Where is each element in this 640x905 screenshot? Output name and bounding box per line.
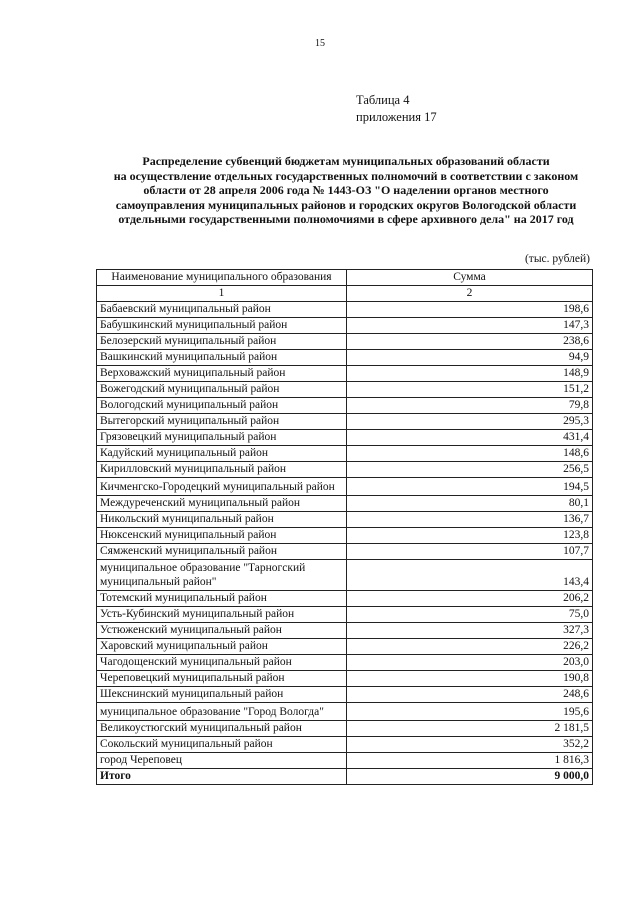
table-row [97,496,593,512]
municipality-name: Вожегодский муниципальный район [97,382,347,398]
municipality-name: Великоустюгский муниципальный район [97,721,347,737]
table-row [97,350,593,366]
total-row [97,769,593,785]
subvention-amount: 147,3 [347,318,593,334]
subvention-amount: 148,9 [347,366,593,382]
municipality-name: Белозерский муниципальный район [97,334,347,350]
table-ref-line-1: Таблица 4 [356,93,410,107]
table-row [97,687,593,703]
municipality-name: Междуреченский муниципальный район [97,496,347,512]
subvention-amount: 148,6 [347,446,593,462]
municipality-name: Нюксенский муниципальный район [97,528,347,544]
table-row [97,623,593,639]
municipality-name: Чагодощенский муниципальный район [97,655,347,671]
title-line: области от 28 апреля 2006 года № 1443-ОЗ "О наделении органов местного [143,183,549,197]
municipality-name: Верховажский муниципальный район [97,366,347,382]
municipality-name: Сямженский муниципальный район [97,544,347,560]
municipality-name: Тотемский муниципальный район [97,591,347,607]
municipality-name: Кадуйский муниципальный район [97,446,347,462]
table-row [97,382,593,398]
municipality-name: Устюженский муниципальный район [97,623,347,639]
table-row [97,753,593,769]
table-row [97,446,593,462]
column-header-sum: Сумма [347,270,593,286]
municipality-name: Кичменгско-Городецкий муниципальный район [97,478,347,496]
subvention-amount: 123,8 [347,528,593,544]
table-row [97,560,593,591]
subvention-table [96,269,593,785]
subvention-amount: 198,6 [347,302,593,318]
subvention-amount: 206,2 [347,591,593,607]
title-line: самоуправления муниципальных районов и городских округов Вологодской области [115,197,577,212]
subvention-amount: 195,6 [347,703,593,721]
title-line: на осуществление отдельных государственных полномочий в соответствии с законом [113,168,579,183]
table-row [97,462,593,478]
table-row [97,721,593,737]
table-row [97,398,593,414]
subvention-amount: 238,6 [347,334,593,350]
subvention-amount: 352,2 [347,737,593,753]
subvention-amount: 431,4 [347,430,593,446]
subvention-amount: 203,0 [347,655,593,671]
column-header-name: Наименование муниципального образования [97,270,347,286]
municipality-name: Никольский муниципальный район [97,512,347,528]
column-number-1: 1 [97,286,347,302]
municipality-name: город Череповец [97,753,347,769]
column-number-row [97,286,593,302]
table-row [97,430,593,446]
table-row [97,512,593,528]
table-reference [356,92,437,126]
subvention-amount: 136,7 [347,512,593,528]
municipality-name: Бабушкинский муниципальный район [97,318,347,334]
municipality-name: Череповецкий муниципальный район [97,671,347,687]
table-row [97,414,593,430]
table-row [97,655,593,671]
table-row [97,703,593,721]
municipality-name: Харовский муниципальный район [97,639,347,655]
subvention-amount: 256,5 [347,462,593,478]
municipality-name: муниципальное образование "Город Вологда" [97,703,347,721]
column-number-2: 2 [347,286,593,302]
table-row [97,737,593,753]
total-label: Итого [97,769,347,785]
page-number: 15 [315,38,325,49]
municipality-name: Усть-Кубинский муниципальный район [97,607,347,623]
subvention-amount: 94,9 [347,350,593,366]
subvention-amount: 295,3 [347,414,593,430]
municipality-name: Шекснинский муниципальный район [97,687,347,703]
subvention-amount: 190,8 [347,671,593,687]
subvention-amount: 226,2 [347,639,593,655]
table-ref-line-2: приложения 17 [356,110,437,124]
table-row [97,528,593,544]
subvention-amount: 143,4 [347,560,593,591]
municipality-name: муниципальное образование "Тарногский муниципальный район" [97,560,347,591]
title-line: Распределение субвенций бюджетам муниципальных образований области [142,154,550,168]
subvention-amount: 79,8 [347,398,593,414]
municipality-name: Вытегорский муниципальный район [97,414,347,430]
subvention-amount: 75,0 [347,607,593,623]
table-row [97,318,593,334]
municipality-name: Вашкинский муниципальный район [97,350,347,366]
subvention-amount: 151,2 [347,382,593,398]
table-row [97,671,593,687]
subvention-amount: 80,1 [347,496,593,512]
table-row [97,544,593,560]
municipality-name: Сокольский муниципальный район [97,737,347,753]
subvention-amount: 1 816,3 [347,753,593,769]
municipality-name: Бабаевский муниципальный район [97,302,347,318]
municipality-name: Кирилловский муниципальный район [97,462,347,478]
title-line: отдельными государственными полномочиями в сфере архивного дела" на 2017 год [118,212,574,226]
municipality-name: Грязовецкий муниципальный район [97,430,347,446]
units-label: (тыс. рублей) [524,253,590,265]
subvention-amount: 107,7 [347,544,593,560]
header-row [97,270,593,286]
table-row [97,639,593,655]
subvention-amount: 327,3 [347,623,593,639]
table-row [97,591,593,607]
table-row [97,607,593,623]
total-value: 9 000,0 [347,769,593,785]
subvention-amount: 248,6 [347,687,593,703]
municipality-name: Вологодский муниципальный район [97,398,347,414]
table-row [97,478,593,496]
table-row [97,366,593,382]
document-title [96,154,596,227]
subvention-amount: 2 181,5 [347,721,593,737]
subvention-amount: 194,5 [347,478,593,496]
table-row [97,334,593,350]
table-row [97,302,593,318]
